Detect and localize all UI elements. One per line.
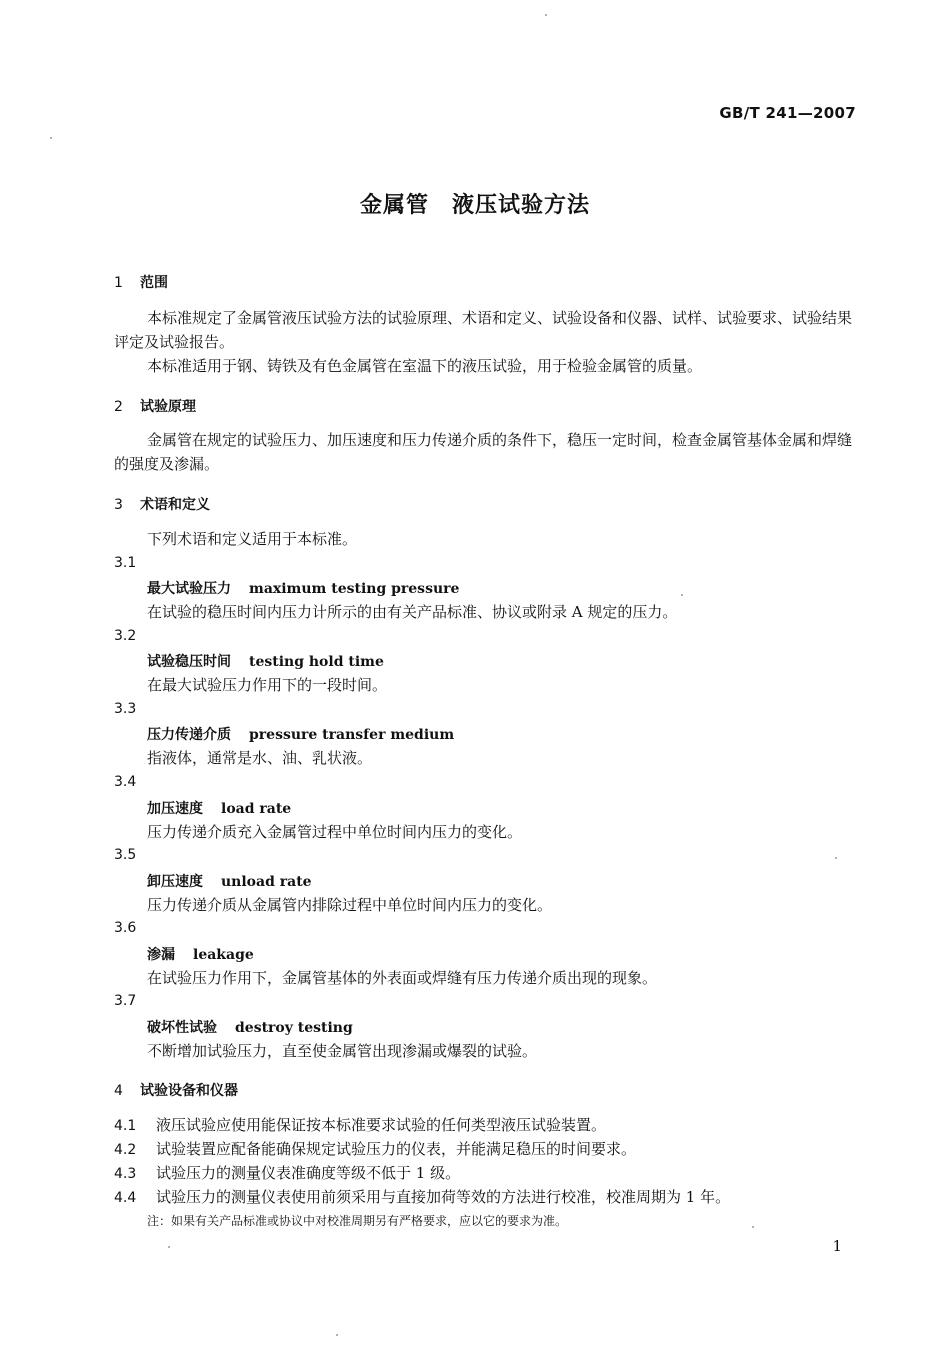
term-english: unload rate xyxy=(221,874,312,890)
term-name xyxy=(147,871,312,891)
term-definition: 在最大试验压力作用下的一段时间。 xyxy=(147,676,388,694)
scan-speck xyxy=(835,857,837,859)
term-english: leakage xyxy=(193,947,254,963)
term-name xyxy=(147,1017,353,1037)
section-title: 术语和定义 xyxy=(140,497,210,513)
note: 注：如果有关产品标准或协议中对校准周期另有严格要求，应以它的要求为准。 xyxy=(147,1214,568,1228)
list-item xyxy=(114,1185,730,1210)
term-chinese: 压力传递介质 xyxy=(147,727,231,743)
term-definition: 压力传递介质从金属管内排除过程中单位时间内压力的变化。 xyxy=(147,896,553,914)
clause-number: 3.6 xyxy=(114,920,137,936)
clause-number: 3.7 xyxy=(114,993,137,1009)
scan-speck xyxy=(168,1246,170,1248)
scan-speck xyxy=(681,594,683,596)
item-text: 试验压力的测量仪表准确度等级不低于 1 级。 xyxy=(156,1164,461,1182)
term-chinese: 破坏性试验 xyxy=(147,1020,217,1036)
term-chinese: 试验稳压时间 xyxy=(147,654,231,670)
clause-number: 3.5 xyxy=(114,847,137,863)
term-chinese: 渗漏 xyxy=(147,947,175,963)
term-english: pressure transfer medium xyxy=(249,727,455,743)
clause-number: 3.2 xyxy=(114,628,137,644)
item-text: 液压试验应使用能保证按本标准要求试验的任何类型液压试验装置。 xyxy=(156,1116,607,1134)
list-item xyxy=(114,1161,460,1186)
section-3-intro: 下列术语和定义适用于本标准。 xyxy=(147,530,358,548)
term-name xyxy=(147,651,384,671)
item-number: 4.2 xyxy=(114,1142,137,1158)
section-title: 试验设备和仪器 xyxy=(140,1083,238,1099)
section-2-paragraph-1: 金属管在规定的试验压力、加压速度和压力传递介质的条件下，稳压一定时间，检查金属管基体金属和焊缝的强度及渗漏。 xyxy=(114,431,853,473)
scan-speck xyxy=(545,14,547,16)
section-2-heading xyxy=(114,396,196,416)
term-english: testing hold time xyxy=(249,654,384,670)
scan-speck xyxy=(50,137,52,139)
section-1-paragraph-2: 本标准适用于钢、铸铁及有色金属管在室温下的液压试验，用于检验金属管的质量。 xyxy=(147,357,703,375)
section-number: 2 xyxy=(114,399,123,415)
term-name xyxy=(147,944,254,964)
section-4-heading xyxy=(114,1080,238,1100)
term-name xyxy=(147,798,291,818)
list-item xyxy=(114,1137,636,1162)
section-title: 试验原理 xyxy=(140,399,196,415)
term-definition: 压力传递介质充入金属管过程中单位时间内压力的变化。 xyxy=(147,823,523,841)
term-english: load rate xyxy=(221,801,292,817)
item-number: 4.3 xyxy=(114,1166,137,1182)
term-chinese: 最大试验压力 xyxy=(147,581,231,597)
term-definition: 在试验的稳压时间内压力计所示的由有关产品标准、协议或附录 A 规定的压力。 xyxy=(147,603,678,621)
document-title: 金属管 液压试验方法 xyxy=(359,193,590,218)
standard-code: GB/T 241—2007 xyxy=(719,104,856,122)
term-english: destroy testing xyxy=(235,1020,353,1036)
clause-number: 3.4 xyxy=(114,774,137,790)
term-definition: 在试验压力作用下，金属管基体的外表面或焊缝有压力传递介质出现的现象。 xyxy=(147,969,658,987)
section-3-heading xyxy=(114,494,210,514)
item-text: 试验装置应配备能确保规定试验压力的仪表，并能满足稳压的时间要求。 xyxy=(156,1140,637,1158)
term-name xyxy=(147,578,459,598)
scan-speck xyxy=(336,1334,338,1336)
item-number: 4.4 xyxy=(114,1190,137,1206)
clause-number: 3.1 xyxy=(114,555,137,571)
term-chinese: 加压速度 xyxy=(147,801,203,817)
scan-speck xyxy=(752,1226,754,1228)
term-name xyxy=(147,724,454,744)
clause-number: 3.3 xyxy=(114,701,137,717)
section-number: 1 xyxy=(114,275,123,291)
item-number: 4.1 xyxy=(114,1118,137,1134)
term-chinese: 卸压速度 xyxy=(147,874,203,890)
section-1-heading xyxy=(114,272,168,292)
section-title: 范围 xyxy=(140,275,168,291)
page-number: 1 xyxy=(832,1237,842,1255)
term-english: maximum testing pressure xyxy=(249,581,460,597)
section-number: 4 xyxy=(114,1083,123,1099)
list-item xyxy=(114,1113,606,1138)
term-definition: 指液体，通常是水、油、乳状液。 xyxy=(147,749,373,767)
section-number: 3 xyxy=(114,497,123,513)
term-definition: 不断增加试验压力，直至使金属管出现渗漏或爆裂的试验。 xyxy=(147,1042,538,1060)
item-text: 试验压力的测量仪表使用前须采用与直接加荷等效的方法进行校准，校准周期为 1 年。 xyxy=(156,1188,731,1206)
section-1-paragraph-1: 本标准规定了金属管液压试验方法的试验原理、术语和定义、试验设备和仪器、试样、试验要求、试验结果评定及试验报告。 xyxy=(114,309,853,351)
